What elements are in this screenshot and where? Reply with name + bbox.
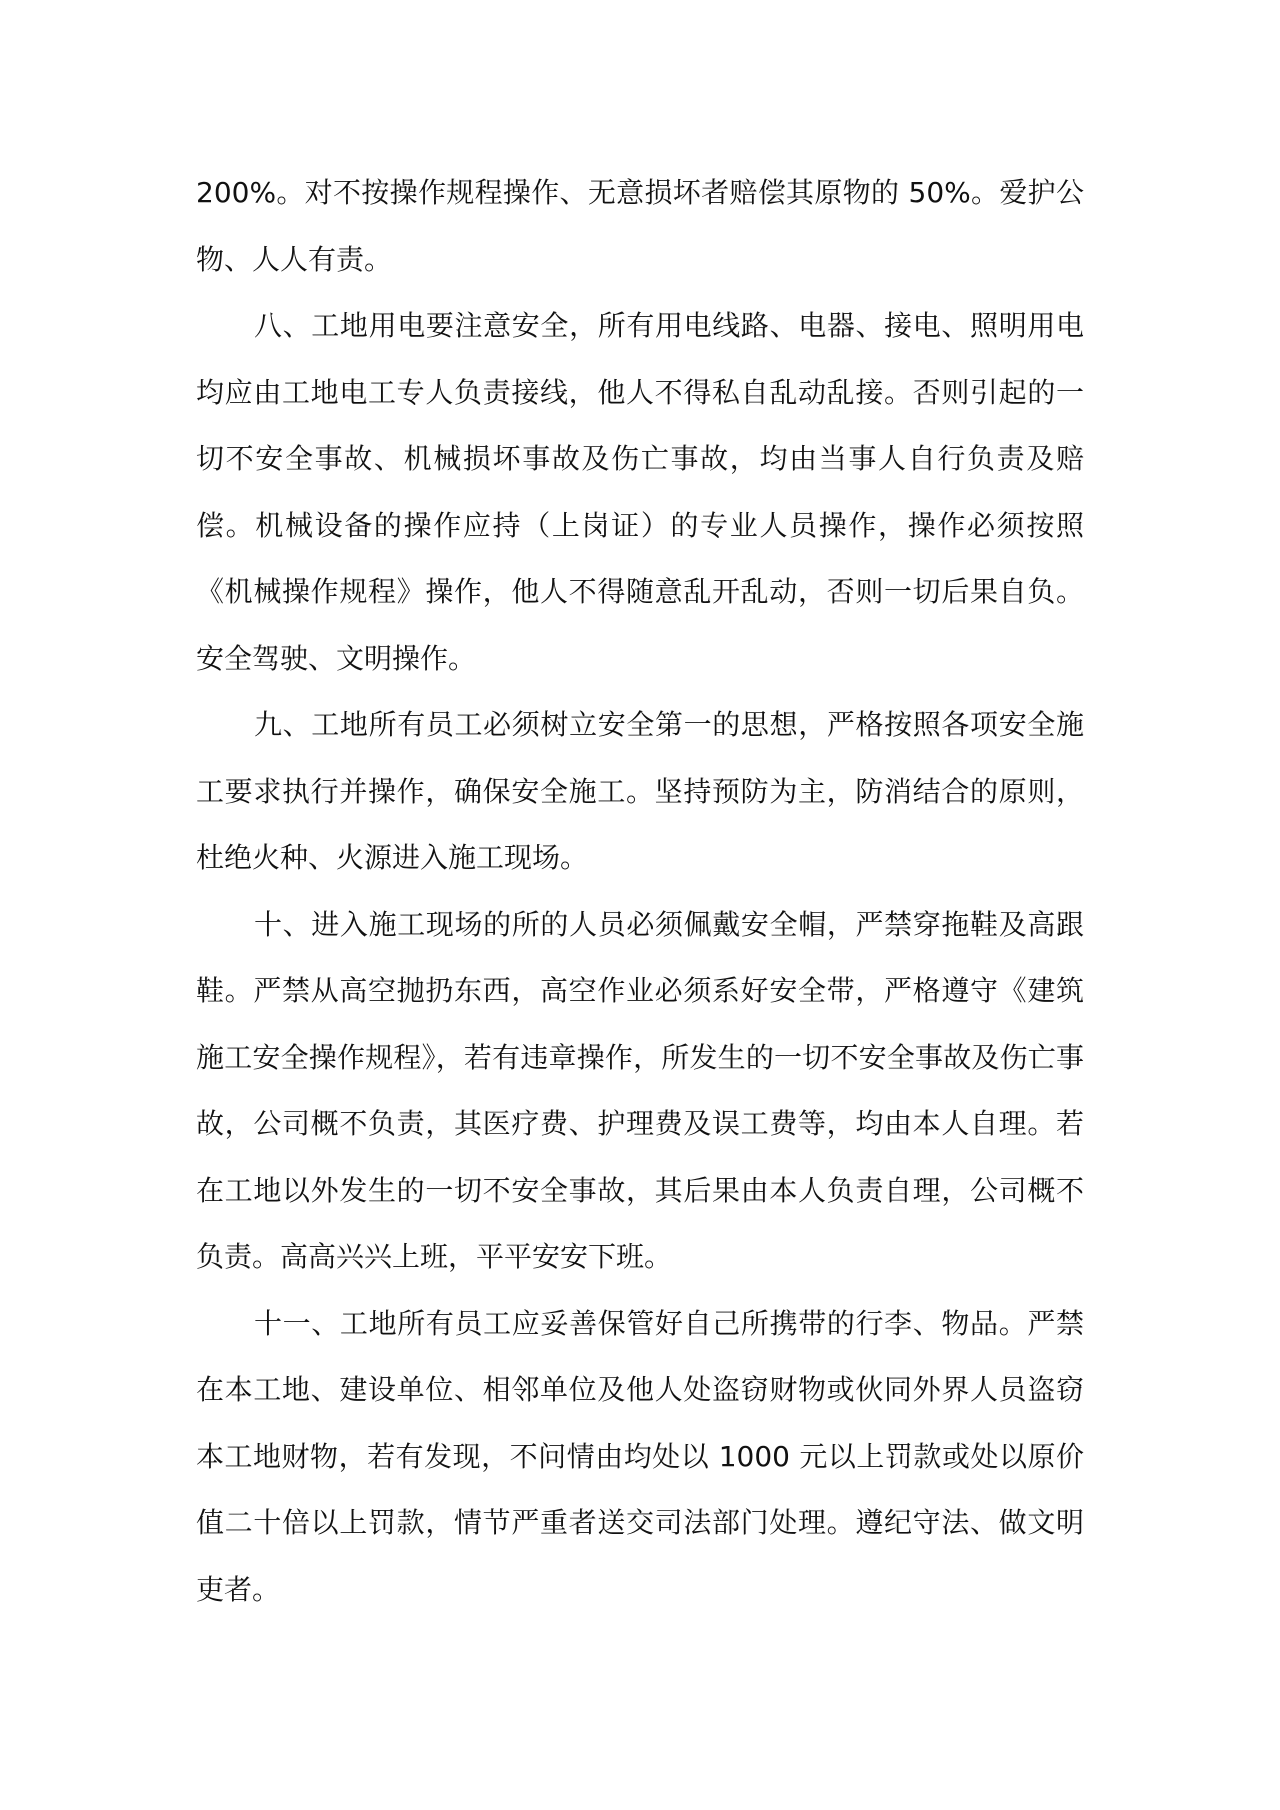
- paragraph-item-10: 十、进入施工现场的所的人员必须佩戴安全帽，严禁穿拖鞋及高跟鞋。严禁从高空抛扔东西，高空作业必须系好安全带，严格遵守《建筑施工安全操作规程》，若有违章操作，所发生的一切不安全事故及伤亡事故，公司概不负责，其医疗费、护理费及误工费等，均由本人自理。若在工地以外发生的一切不安全事故，其后果由本人负责自理，公司概不负责。高高兴兴上班，平平安安下班。: [196, 907, 1084, 1273]
- paragraph-continuation: 200%。对不按操作规程操作、无意损坏者赔偿其原物的 50%。爱护公物、人人有责。: [196, 176, 1084, 276]
- paragraph-item-9: 九、工地所有员工必须树立安全第一的思想，严格按照各项安全施工要求执行并操作，确保安全施工。坚持预防为主，防消结合的原则，杜绝火种、火源进入施工现场。: [196, 708, 1084, 874]
- paragraph-item-11: 十一、工地所有员工应妥善保管好自己所携带的行李、物品。严禁在本工地、建设单位、相邻单位及他人处盗窃财物或伙同外界人员盗窃本工地财物，若有发现，不问情由均处以 1000 元以上罚款或处以原价值二十倍以上罚款，情节严重者送交司法部门处理。遵纪守法、做文明吏者。: [196, 1306, 1084, 1606]
- paragraph-item-8: 八、工地用电要注意安全，所有用电线路、电器、接电、照明用电均应由工地电工专人负责接线，他人不得私自乱动乱接。否则引起的一切不安全事故、机械损坏事故及伤亡事故，均由当事人自行负责及赔偿。机械设备的操作应持（上岗证）的专业人员操作，操作必须按照《机械操作规程》操作，他人不得随意乱开乱动，否则一切后果自负。安全驾驶、文明操作。: [196, 309, 1084, 675]
- document-body: [196, 160, 1084, 1623]
